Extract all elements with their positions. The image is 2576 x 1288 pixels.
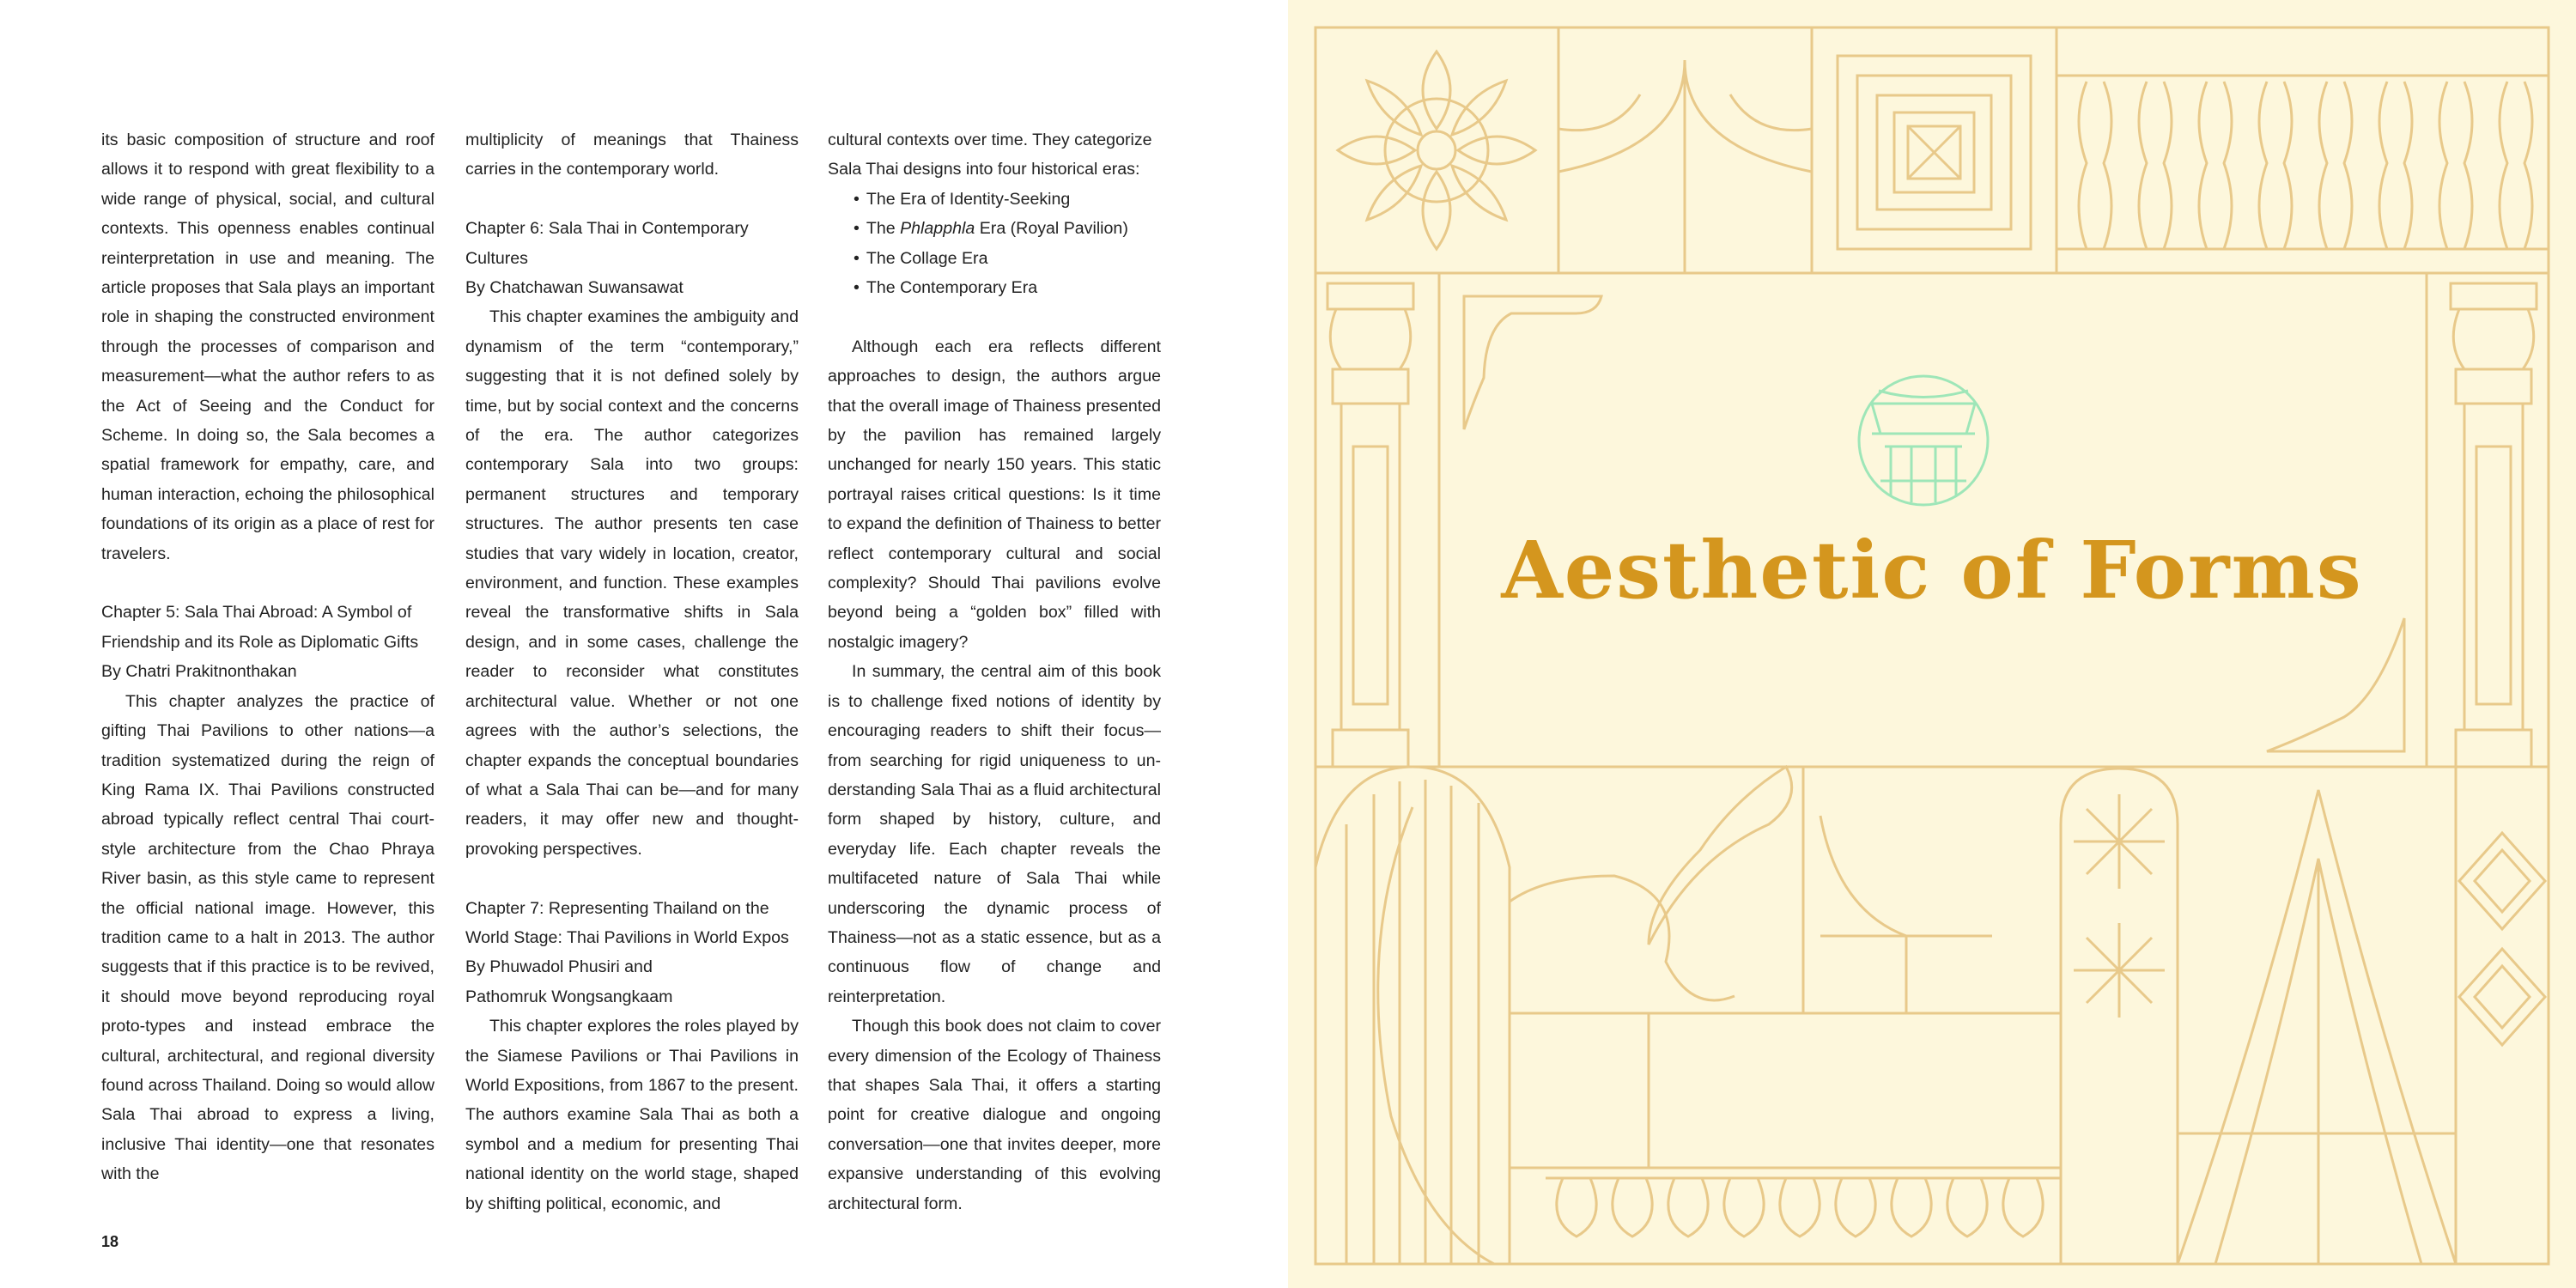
chapter-5-body: This chapter analyzes the practice of gifting Thai Pavilions to other nations—a tradition systematized during the reign of King Rama IX. Thai Pavilions constructed abroad typically reflect central Thai court-style architecture from the Chao Phraya River basin, as this style came to represent the official national image. However, this tradition came to a halt in 2013. The author suggests that if this practice is to be revived, it should move beyond reproducing royal proto-types and instead embrace the cultural, architectural, and regional diversity found across Thailand. Doing so would allow Sala Thai abroad to express a living, inclusive Thai identity—one that resonates with the <box>101 691 434 1184</box>
outer-frame <box>1315 27 2549 1264</box>
chapter-7-author-line-2: Pathomruk Wongsangkaam <box>465 987 673 1006</box>
chapter-5-title: Chapter 5: Sala Thai Abroad: A Symbol of Friendship and its Role as Diplomatic Gifts <box>101 603 419 652</box>
chapter-7-author-line-1: By Phuwadol Phusiri and <box>465 957 653 977</box>
text-column-3 <box>828 125 1161 1218</box>
naga-curve-ornament <box>1378 807 1494 1264</box>
chapter-6-title: Chapter 6: Sala Thai in Contemporary Cultures <box>465 219 749 268</box>
paragraph: multiplicity of meanings that Thainess carries in the contemporary world. <box>465 131 799 179</box>
leaf-ornament <box>1649 767 1792 945</box>
central-panel <box>1439 273 2427 767</box>
arched-window-ornament <box>1315 767 1510 1264</box>
chapter-6-author: By Chatchawan Suwansawat <box>465 278 683 298</box>
chapter-7-title: Chapter 7: Representing Thailand on the World Stage: Thai Pavilions in World Expos <box>465 898 789 947</box>
paragraph: In summary, the central aim of this book is to challenge fixed notions of identity by encouraging readers to shift their focus—from searching for rigid uniqueness to un-derstanding Sala Thai as a fluid architectural form shaped by history, culture, and everyday life. Each chapter reveals the multifaceted nature of Sala Thai while underscoring the dynamic process of Thainess—not as a static essence, but as a continuous flow of change and reinterpretation. <box>828 662 1161 1006</box>
list-item-prefix: The <box>866 219 896 239</box>
list-item: • The Collage Era <box>854 244 1161 273</box>
balustrade-ornament <box>2057 76 2549 249</box>
chapter-7-body: This chapter explores the roles played by the Siamese Pavilions or Thai Pavilions in World Expositions, from 1867 to the present. The authors examine Sala Thai as both a symbol and a medium for presenting Thai national identity on the world stage, shaped by shifting political, economic, and <box>465 1017 799 1213</box>
paragraph: Though this book does not claim to cover every dimension of the Ecology of Thainess that shapes Sala Thai, it offers a starting point for creative dialogue and ongoing conversation—one that invites deeper, more expansive understanding of this evolving architectural form. <box>828 1017 1161 1213</box>
list-item: • The Contemporary Era <box>854 273 1161 302</box>
right-page-illustration <box>1288 0 2576 1288</box>
corner-bracket-ornament <box>1464 296 1601 429</box>
star-ornament <box>2074 794 2165 1018</box>
chapter-6-body: This chapter examines the ambiguity and dynamism of the term “contemporary,” suggesting that it is not defined solely by time, but by social context and the concerns of the era. The author categorizes contemporary Sala into two groups: permanent structures and temporary structures. The author presents ten case studies that vary widely in location, creator, environment, and function. These examples reveal the transformative shifts in Sala design, and in some cases, challenge the reader to reconsider what constitutes architectural value. Whether or not one agrees with the author’s selections, the chapter expands the conceptual boundaries of what a Sala Thai can be—and for many readers, it may offer new and thought-provoking perspectives. <box>465 307 799 859</box>
paragraph: its basic composition of structure and roof allows it to respond with great flexibility to a wide range of physical, social, and cultural contexts. This openness enables continual reinterpretation in use and meaning. The article proposes that Sala plays an important role in shaping the constructed environment through the processes of comparison and measurement—what the author refers to as the Act of Seeing and the Conduct for Scheme. In doing so, the Sala becomes a spatial framework for empathy, care, and human interaction, echoing the philosophical foundations of its origin as a place of rest for travelers. <box>101 131 434 563</box>
list-item-suffix: Era (Royal Pavilion) <box>979 219 1128 239</box>
swirl-ornament <box>1510 876 1735 1000</box>
diamond-ornament <box>2459 833 2545 1045</box>
list-item <box>854 214 1161 243</box>
petal-frieze-ornament <box>1546 1178 2061 1236</box>
text-column-2 <box>465 125 799 1218</box>
text-column-1 <box>101 125 434 1189</box>
thai-pavilion-icon <box>1859 376 1988 505</box>
thai-ornament-frame <box>1288 0 2576 1288</box>
corner-bracket-ornament <box>2267 618 2404 751</box>
list-item-italic-term: Phlapphla <box>900 219 975 239</box>
list-item: • The Era of Identity-Seeking <box>854 185 1161 214</box>
lotus-flower-icon <box>1338 52 1535 249</box>
page-title: Aesthetic of Forms <box>1501 524 2363 617</box>
paragraph: Although each era reflects different approaches to design, the authors argue that the overall image of Thainess presented by the pavilion has remained largely unchanged for nearly 150 years. This static portrayal raises critical questions: Is it time to expand the definition of Thainess to better reflect contemporary cultural and social complexity? Should Thai pavilions evolve beyond being a “golden box” filled with nostalgic imagery? <box>828 337 1161 652</box>
paragraph: cultural contexts over time. They categorize Sala Thai designs into four historical eras: <box>828 131 1152 179</box>
nested-squares-ornament <box>1838 56 2031 249</box>
page-number: 18 <box>101 1233 119 1250</box>
roof-curve-ornament <box>1558 60 1812 273</box>
era-list <box>828 185 1161 303</box>
chapter-5-author: By Chatri Prakitnonthakan <box>101 662 297 682</box>
